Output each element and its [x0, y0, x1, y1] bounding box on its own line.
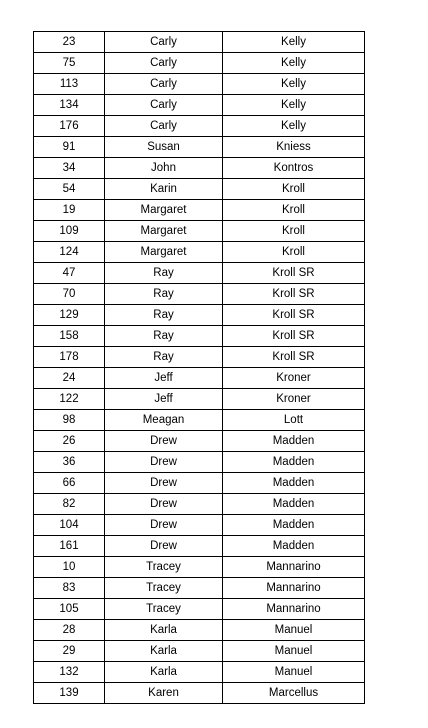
- first-name-cell: Susan: [105, 137, 223, 158]
- table-row: [34, 95, 365, 116]
- id-cell: 34: [34, 158, 105, 179]
- first-name-cell: Carly: [105, 95, 223, 116]
- first-name-cell: Karla: [105, 662, 223, 683]
- first-name-cell: Ray: [105, 284, 223, 305]
- last-name-cell: Madden: [223, 431, 365, 452]
- last-name-cell: Kroll SR: [223, 326, 365, 347]
- table-row: [34, 368, 365, 389]
- table-row: [34, 53, 365, 74]
- first-name-cell: Margaret: [105, 200, 223, 221]
- first-name-cell: Meagan: [105, 410, 223, 431]
- id-cell: 139: [34, 683, 105, 704]
- table-row: [34, 683, 365, 704]
- table-row: [34, 557, 365, 578]
- id-cell: 124: [34, 242, 105, 263]
- id-cell: 75: [34, 53, 105, 74]
- table-row: [34, 578, 365, 599]
- names-table-body: [34, 32, 365, 704]
- first-name-cell: Jeff: [105, 389, 223, 410]
- table-row: [34, 515, 365, 536]
- last-name-cell: Kroll: [223, 221, 365, 242]
- first-name-cell: Tracey: [105, 599, 223, 620]
- id-cell: 98: [34, 410, 105, 431]
- table-row: [34, 536, 365, 557]
- last-name-cell: Kroll SR: [223, 347, 365, 368]
- table-row: [34, 137, 365, 158]
- id-cell: 158: [34, 326, 105, 347]
- id-cell: 113: [34, 74, 105, 95]
- table-row: [34, 158, 365, 179]
- first-name-cell: Karla: [105, 641, 223, 662]
- last-name-cell: Manuel: [223, 641, 365, 662]
- first-name-cell: Carly: [105, 32, 223, 53]
- first-name-cell: Carly: [105, 74, 223, 95]
- table-row: [34, 389, 365, 410]
- id-cell: 10: [34, 557, 105, 578]
- last-name-cell: Madden: [223, 452, 365, 473]
- id-cell: 105: [34, 599, 105, 620]
- first-name-cell: Tracey: [105, 557, 223, 578]
- table-row: [34, 32, 365, 53]
- first-name-cell: Karen: [105, 683, 223, 704]
- table-row: [34, 305, 365, 326]
- first-name-cell: Carly: [105, 53, 223, 74]
- id-cell: 91: [34, 137, 105, 158]
- first-name-cell: Drew: [105, 515, 223, 536]
- last-name-cell: Kroll SR: [223, 305, 365, 326]
- first-name-cell: Ray: [105, 305, 223, 326]
- first-name-cell: Karla: [105, 620, 223, 641]
- table-row: [34, 242, 365, 263]
- id-cell: 109: [34, 221, 105, 242]
- id-cell: 54: [34, 179, 105, 200]
- table-row: [34, 347, 365, 368]
- id-cell: 66: [34, 473, 105, 494]
- first-name-cell: Drew: [105, 494, 223, 515]
- table-row: [34, 263, 365, 284]
- last-name-cell: Kroll: [223, 179, 365, 200]
- table-row: [34, 410, 365, 431]
- table-row: [34, 452, 365, 473]
- table-row: [34, 326, 365, 347]
- last-name-cell: Madden: [223, 473, 365, 494]
- first-name-cell: John: [105, 158, 223, 179]
- id-cell: 36: [34, 452, 105, 473]
- first-name-cell: Tracey: [105, 578, 223, 599]
- table-row: [34, 221, 365, 242]
- last-name-cell: Kroll SR: [223, 284, 365, 305]
- table-row: [34, 473, 365, 494]
- first-name-cell: Carly: [105, 116, 223, 137]
- last-name-cell: Mannarino: [223, 578, 365, 599]
- id-cell: 28: [34, 620, 105, 641]
- last-name-cell: Kelly: [223, 116, 365, 137]
- last-name-cell: Madden: [223, 515, 365, 536]
- id-cell: 29: [34, 641, 105, 662]
- id-cell: 129: [34, 305, 105, 326]
- id-cell: 104: [34, 515, 105, 536]
- last-name-cell: Manuel: [223, 620, 365, 641]
- table-row: [34, 116, 365, 137]
- last-name-cell: Manuel: [223, 662, 365, 683]
- table-row: [34, 662, 365, 683]
- last-name-cell: Kontros: [223, 158, 365, 179]
- last-name-cell: Kelly: [223, 74, 365, 95]
- table-row: [34, 599, 365, 620]
- first-name-cell: Ray: [105, 263, 223, 284]
- last-name-cell: Kroll SR: [223, 263, 365, 284]
- table-row: [34, 431, 365, 452]
- first-name-cell: Margaret: [105, 242, 223, 263]
- id-cell: 26: [34, 431, 105, 452]
- id-cell: 176: [34, 116, 105, 137]
- first-name-cell: Drew: [105, 452, 223, 473]
- table-row: [34, 284, 365, 305]
- first-name-cell: Ray: [105, 347, 223, 368]
- last-name-cell: Marcellus: [223, 683, 365, 704]
- last-name-cell: Kniess: [223, 137, 365, 158]
- first-name-cell: Karin: [105, 179, 223, 200]
- id-cell: 24: [34, 368, 105, 389]
- last-name-cell: Kroll: [223, 242, 365, 263]
- id-cell: 161: [34, 536, 105, 557]
- id-cell: 19: [34, 200, 105, 221]
- last-name-cell: Kroner: [223, 389, 365, 410]
- last-name-cell: Mannarino: [223, 599, 365, 620]
- table-row: [34, 620, 365, 641]
- last-name-cell: Madden: [223, 494, 365, 515]
- id-cell: 47: [34, 263, 105, 284]
- first-name-cell: Drew: [105, 473, 223, 494]
- last-name-cell: Madden: [223, 536, 365, 557]
- id-cell: 122: [34, 389, 105, 410]
- table-row: [34, 200, 365, 221]
- table-row: [34, 74, 365, 95]
- last-name-cell: Kelly: [223, 32, 365, 53]
- last-name-cell: Mannarino: [223, 557, 365, 578]
- first-name-cell: Drew: [105, 536, 223, 557]
- last-name-cell: Lott: [223, 410, 365, 431]
- id-cell: 70: [34, 284, 105, 305]
- first-name-cell: Ray: [105, 326, 223, 347]
- table-row: [34, 641, 365, 662]
- last-name-cell: Kelly: [223, 53, 365, 74]
- names-table: [33, 31, 365, 704]
- last-name-cell: Kelly: [223, 95, 365, 116]
- id-cell: 178: [34, 347, 105, 368]
- last-name-cell: Kroll: [223, 200, 365, 221]
- first-name-cell: Drew: [105, 431, 223, 452]
- id-cell: 132: [34, 662, 105, 683]
- first-name-cell: Margaret: [105, 221, 223, 242]
- table-row: [34, 494, 365, 515]
- first-name-cell: Jeff: [105, 368, 223, 389]
- id-cell: 83: [34, 578, 105, 599]
- id-cell: 23: [34, 32, 105, 53]
- id-cell: 134: [34, 95, 105, 116]
- id-cell: 82: [34, 494, 105, 515]
- last-name-cell: Kroner: [223, 368, 365, 389]
- table-row: [34, 179, 365, 200]
